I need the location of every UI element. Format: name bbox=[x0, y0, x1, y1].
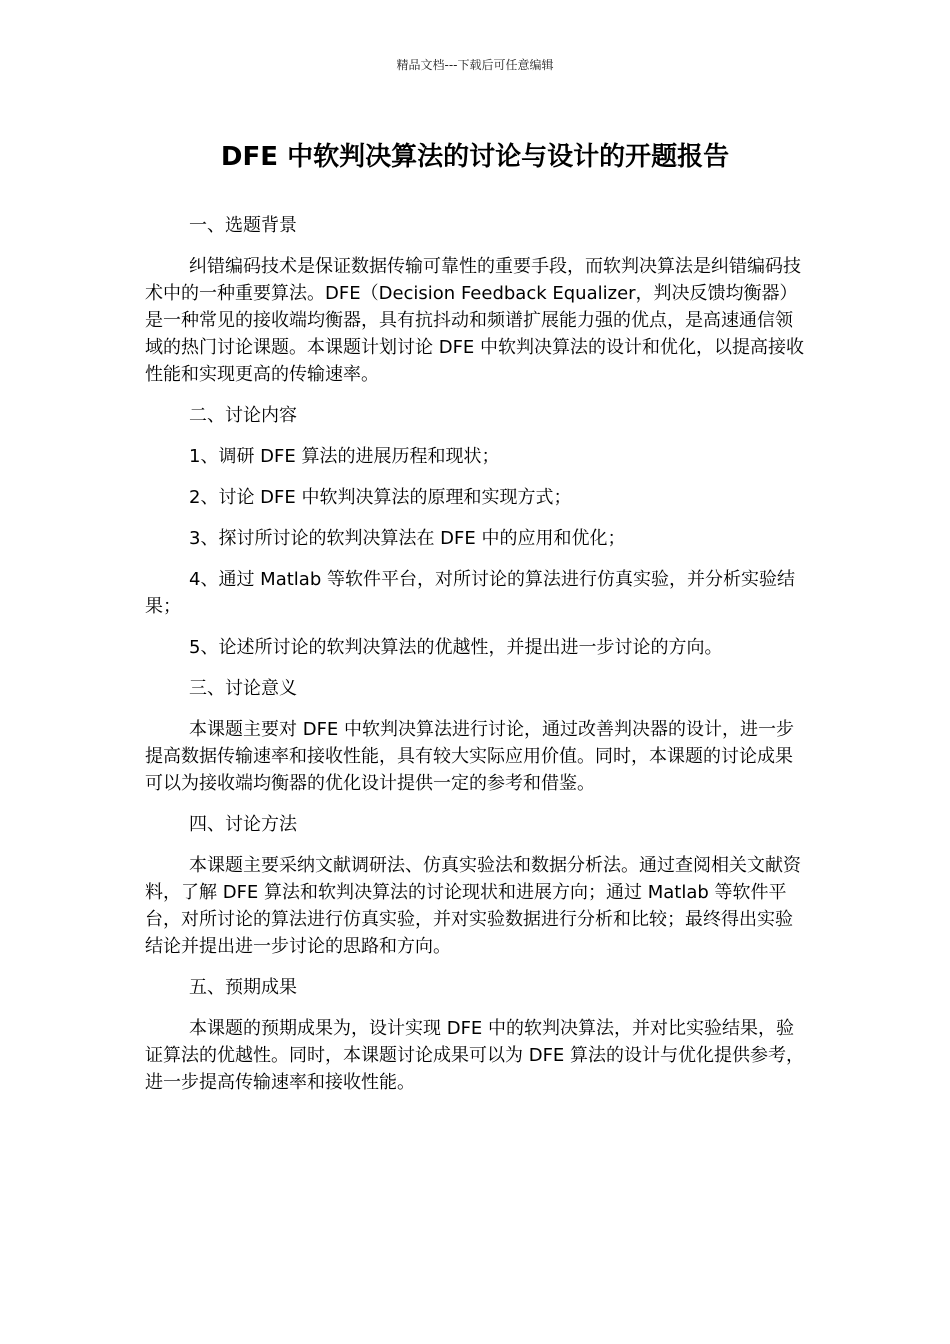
list-item-1: 1、调研 DFE 算法的进展历程和现状； bbox=[189, 446, 500, 467]
section-heading-significance: 三、讨论意义 bbox=[189, 678, 297, 699]
document-title: DFE 中软判决算法的讨论与设计的开题报告 bbox=[220, 142, 730, 172]
section-heading-content: 二、讨论内容 bbox=[189, 405, 297, 426]
section-heading-outcome: 五、预期成果 bbox=[189, 977, 297, 998]
list-item-2: 2、讨论 DFE 中软判决算法的原理和实现方式； bbox=[189, 487, 572, 508]
list-item-4: 4、通过 Matlab 等软件平台，对所讨论的算法进行仿真实验，并分析实验结果； bbox=[145, 569, 795, 617]
document-body bbox=[145, 212, 807, 1110]
list-item-3: 3、探讨所讨论的软判决算法在 DFE 中的应用和优化； bbox=[189, 528, 626, 549]
paragraph-background: 纠错编码技术是保证数据传输可靠性的重要手段，而软判决算法是纠错编码技术中的一种重要算法。DFE（Decision Feedback Equalizer，判决反馈均衡器）是一种常见的接收端均衡器，具有抗抖动和频谱扩展能力强的优点，是高速通信领域的热门讨论课题。本课题计划讨论 DFE 中软判决算法的设计和优化，以提高接收性能和实现更高的传输速率。 bbox=[145, 256, 805, 385]
section-heading-background: 一、选题背景 bbox=[189, 215, 297, 236]
paragraph-outcome: 本课题的预期成果为，设计实现 DFE 中的软判决算法，并对比实验结果，验证算法的优越性。同时，本课题讨论成果可以为 DFE 算法的设计与优化提供参考，进一步提高传输速率和接收性能。 bbox=[145, 1018, 805, 1093]
paragraph-method: 本课题主要采纳文献调研法、仿真实验法和数据分析法。通过查阅相关文献资料，了解 DFE 算法和软判决算法的讨论现状和进展方向；通过 Matlab 等软件平台，对所讨论的算法进行仿真实验，并对实验数据进行分析和比较；最终得出实验结论并提出进一步讨论的思路和方向。 bbox=[145, 855, 801, 957]
page-header: 精品文档---下载后可任意编辑 bbox=[396, 58, 554, 72]
list-item-5: 5、论述所讨论的软判决算法的优越性，并提出进一步讨论的方向。 bbox=[189, 637, 723, 658]
paragraph-significance: 本课题主要对 DFE 中软判决算法进行讨论，通过改善判决器的设计，进一步提高数据传输速率和接收性能，具有较大实际应用价值。同时，本课题的讨论成果可以为接收端均衡器的优化设计提供一定的参考和借鉴。 bbox=[145, 719, 795, 794]
section-heading-method: 四、讨论方法 bbox=[189, 814, 297, 835]
